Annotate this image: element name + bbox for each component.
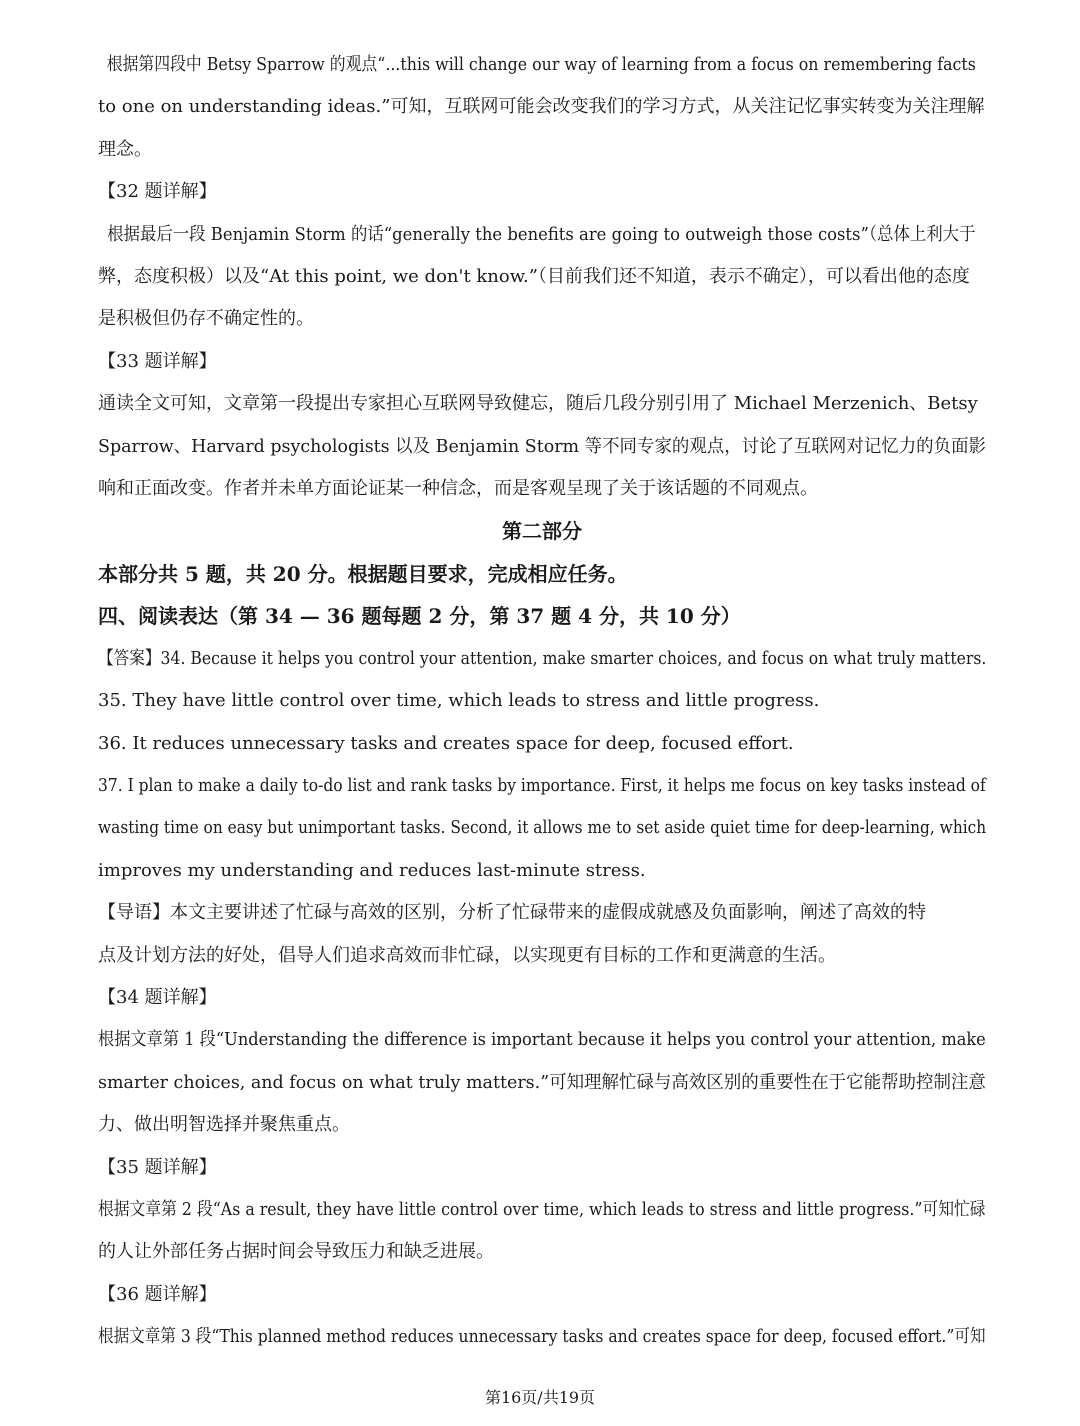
text-line: 【35 题详解】 [98,1156,217,1178]
text-line: 弊，态度积极）以及“At this point, we don't know.”（目前我们还不知道，表示不确定），可以看出他的态度 [98,266,970,288]
text-line: smarter choices, and focus on what truly matters.”可知理解忙碌与高效区别的重要性在于它能帮助控制注意 [98,1071,986,1093]
text-line: 根据文章第 3 段“This planned method reduces unnecessary tasks and creates space for deep, focused effort.”可知 [98,1326,986,1348]
text-line: improves my understanding and reduces last-minute stress. [98,859,646,881]
page-number: 第16页/共19页 [484,1388,596,1407]
text-line: 点及计划方法的好处，倡导人们追求高效而非忙碌，以实现更有目标的工作和更满意的生活。 [98,944,836,966]
section-heading: 四、阅读表达（第 34 — 36 题每题 2 分，第 37 题 4 分，共 10 分） [98,604,741,629]
part2-answers [98,638,986,1359]
document-body [98,44,986,1359]
text-line: 是积极但仍存不确定性的。 [98,308,314,330]
text-line: wasting time on easy but unimportant tasks. Second, it allows me to set aside quiet time for deep-learning, which [98,817,987,839]
part1-explanations [98,44,986,510]
text-line: 的人让外部任务占据时间会导致压力和缺乏进展。 [98,1241,494,1263]
text-line: Sparrow、Harvard psychologists 以及 Benjamin Storm 等不同专家的观点，讨论了互联网对记忆力的负面影 [98,435,986,457]
text-line: to one on understanding ideas.”可知，互联网可能会改变我们的学习方式，从关注记忆事实转变为关注理解 [98,96,985,118]
text-line: 理念。 [98,138,152,160]
text-line: 35. They have little control over time, which leads to stress and little progress. [98,690,820,712]
text-line: 根据第四段中 Betsy Sparrow 的观点“...this will change our way of learning from a focus on remembering facts [106,54,976,75]
text-line: 【36 题详解】 [98,1283,217,1305]
text-line: 根据文章第 2 段“As a result, they have little control over time, which leads to stress and little progress.”可知忙碌 [98,1198,986,1220]
text-line: 力、做出明智选择并聚焦重点。 [98,1114,350,1136]
text-line: 【33 题详解】 [98,350,217,372]
text-line: 36. It reduces unnecessary tasks and creates space for deep, focused effort. [98,732,794,754]
text-line: 【32 题详解】 [98,181,217,203]
section-title: 第二部分 [502,519,582,544]
text-line: 【34 题详解】 [98,986,217,1008]
text-line: 根据最后一段 Benjamin Storm 的话“generally the benefits are going to outweigh those costs”（总体上利大于 [107,223,976,245]
text-line: 响和正面改变。作者并未单方面论证某一种信念，而是客观呈现了关于该话题的不同观点。 [98,478,818,500]
text-line: 【导语】本文主要讲述了忙碌与高效的区别，分析了忙碌带来的虚假成就感及负面影响，阐述了高效的特 [98,902,926,924]
section-intro: 本部分共 5 题，共 20 分。根据题目要求，完成相应任务。 [98,561,628,586]
text-line: 37. I plan to make a daily to-do list and rank tasks by importance. First, it helps me focus on key tasks instead of [98,774,986,796]
text-line: 【答案】34. Because it helps you control your attention, make smarter choices, and focus on what truly matters. [98,647,987,669]
text-line: 根据文章第 1 段“Understanding the difference is important because it helps you control your attention, make [98,1029,986,1051]
text-line: 通读全文可知，文章第一段提出专家担心互联网导致健忘，随后几段分别引用了 Michael Merzenich、Betsy [98,393,978,415]
